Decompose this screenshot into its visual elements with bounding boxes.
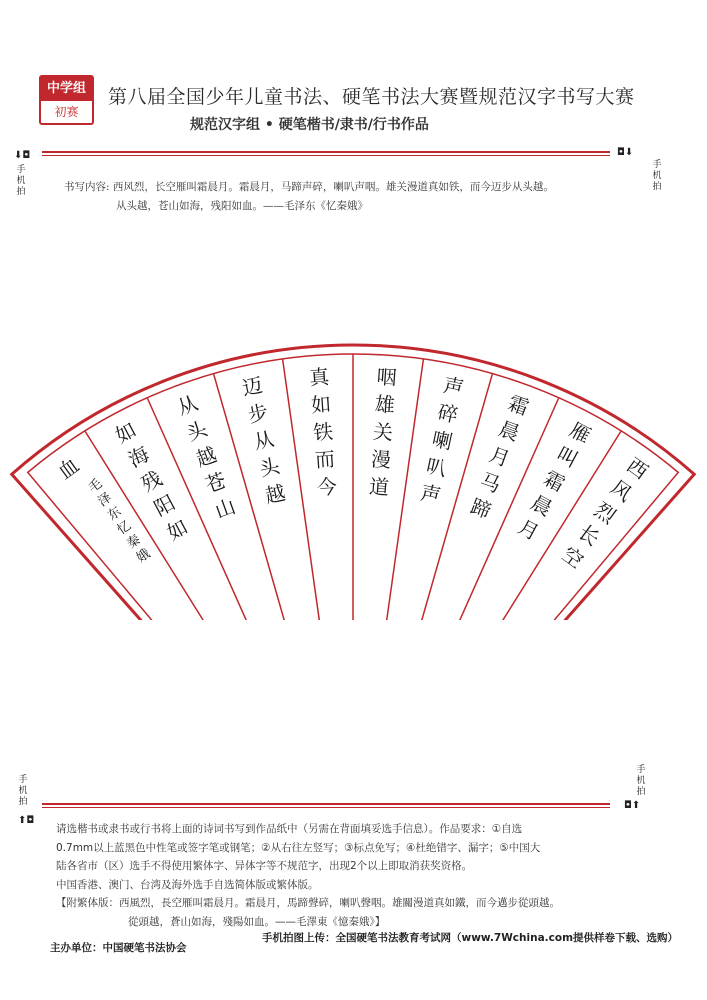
fan-character: 蹄 [467,493,495,524]
fan-character: 越 [192,442,220,472]
upload-camera-icon: ⬆◘ [18,815,35,826]
fan-character: 声 [418,480,444,508]
fan-character: 阳 [150,490,179,521]
fan-character: 碎 [435,399,461,428]
traditional-prefix: 【附繁体版： [56,897,119,909]
fan-signature-character: 东 [105,504,125,524]
fan-character: 从 [251,426,277,455]
fan-character: 步 [245,399,271,428]
writing-content [64,178,644,216]
content-line-1: 西风烈，长空雁叫霜晨月。霜晨月，马蹄声碎，喇叭声咽。雄关漫道真如铁，而今迈步从头越。 [112,181,554,193]
fan-character: 关 [372,419,394,445]
fan-signature-character: 泽 [95,490,115,510]
fan-character: 道 [368,474,390,500]
fan-character: 马 [476,468,504,498]
fan-character: 头 [257,453,282,482]
fan-character: 血 [53,452,84,485]
fan-frame [12,345,694,620]
fan-signature-character: 秦 [124,532,144,552]
traditional-line-2: 從頭越，蒼山如海，殘陽如血。——毛澤東《憶秦娥》】 [128,915,386,928]
camera-upload-icon: ◘⬆ [624,800,641,811]
fan-character: 晨 [495,416,523,446]
fan-character: 叫 [552,441,582,473]
bottom-cut-line [42,803,610,808]
fan-character: 苍 [202,468,230,498]
phone-shot-label-bottom-left: 手机拍 [18,775,28,807]
fan-character: 空 [557,541,588,574]
phone-shot-label-right: 手机拍 [652,160,662,192]
fan-character: 今 [316,474,338,500]
fan-character: 如 [162,514,192,546]
fan-character: 雁 [565,417,595,448]
group-badge [39,75,94,125]
fan-character: 雄 [374,391,396,418]
fan-character: 海 [124,441,154,473]
fan-character: 西 [622,452,653,485]
requirement-line-1: 请选楷书或隶书或行书将上面的诗词书写到作品纸中（另需在背面填妥选手信息）。作品要求：①自选 [56,823,523,835]
top-cut-line [42,151,610,156]
requirement-line-2: 0.7mm以上蓝黑色中性笔或签字笔或钢笔；②从右往左竖写；③标点免写；④杜绝错字、漏字；⑤中国大 [56,841,541,854]
fan-character: 残 [137,465,167,497]
stage-label: 初赛 [54,105,79,119]
fan-character: 长 [573,519,605,551]
upload-info: 手机拍图上传：全国硬笔书法教育考试网（www.7Wchina.com提供样卷下载、选购） [262,932,679,944]
fan-character: 如 [310,391,332,418]
page-title: 第八届全国少年儿童书法、硬笔书法大赛暨规范汉字书写大赛 [108,86,635,108]
fan-character: 山 [211,493,239,524]
fan-character: 迈 [240,372,265,401]
fan-artwork [0,300,707,620]
content-prefix: 书写内容: [64,181,110,193]
fan-character: 铁 [312,419,334,445]
camera-download-icon: ◘⬇ [617,147,634,158]
requirement-line-4: 中国香港、澳门、台湾及海外选手自选简体版或繁体版。 [56,878,319,891]
fan-signature-character: 忆 [114,518,135,538]
phone-shot-label-left: 手机拍 [16,165,26,197]
fan-character: 晨 [527,490,556,521]
download-camera-icon: ⬇◘ [14,150,31,161]
fan-signature-character: 毛 [85,476,106,496]
requirement-line-3: 陆各省市（区）选手不得使用繁体字、异体字等不规范字，出现2个以上即取消获奖资格。 [56,860,473,872]
fan-character: 霜 [539,465,569,497]
fan-character: 漫 [370,446,392,473]
fan-character: 而 [314,446,336,473]
fan-character: 如 [111,417,141,448]
fan-character: 声 [441,372,466,401]
fan-character: 霜 [505,390,533,420]
group-label: 中学组 [41,77,92,101]
fan-character: 月 [514,514,544,546]
traditional-version [56,894,656,913]
fan-character: 风 [606,475,637,507]
traditional-line-1: 西風烈，長空雁叫霜晨月。霜晨月，馬蹄聲碎，喇叭聲咽。雄關漫道真如鐵，而今邁步從頭越。 [119,897,560,909]
fan-character: 越 [262,480,288,508]
requirements [56,820,656,931]
fan-signature-character: 娥 [134,546,154,566]
organizer: 主办单位：中国硬笔书法协会 [50,942,187,954]
phone-shot-label-bottom-right: 手机拍 [636,765,646,797]
fan-character: 从 [173,390,201,420]
page-subtitle: 规范汉字组 • 硬笔楷书/隶书/行书作品 [190,117,429,133]
fan-character: 真 [308,364,331,390]
fan-character: 喇 [429,426,455,455]
fan-character: 叭 [424,453,449,482]
fan-character: 咽 [375,364,398,390]
fan-character: 烈 [590,497,621,529]
fan-character: 头 [183,416,211,446]
fan-character: 月 [486,442,514,472]
content-line-2: 从头越，苍山如海，残阳如血。——毛泽东《忆秦娥》 [116,200,368,212]
